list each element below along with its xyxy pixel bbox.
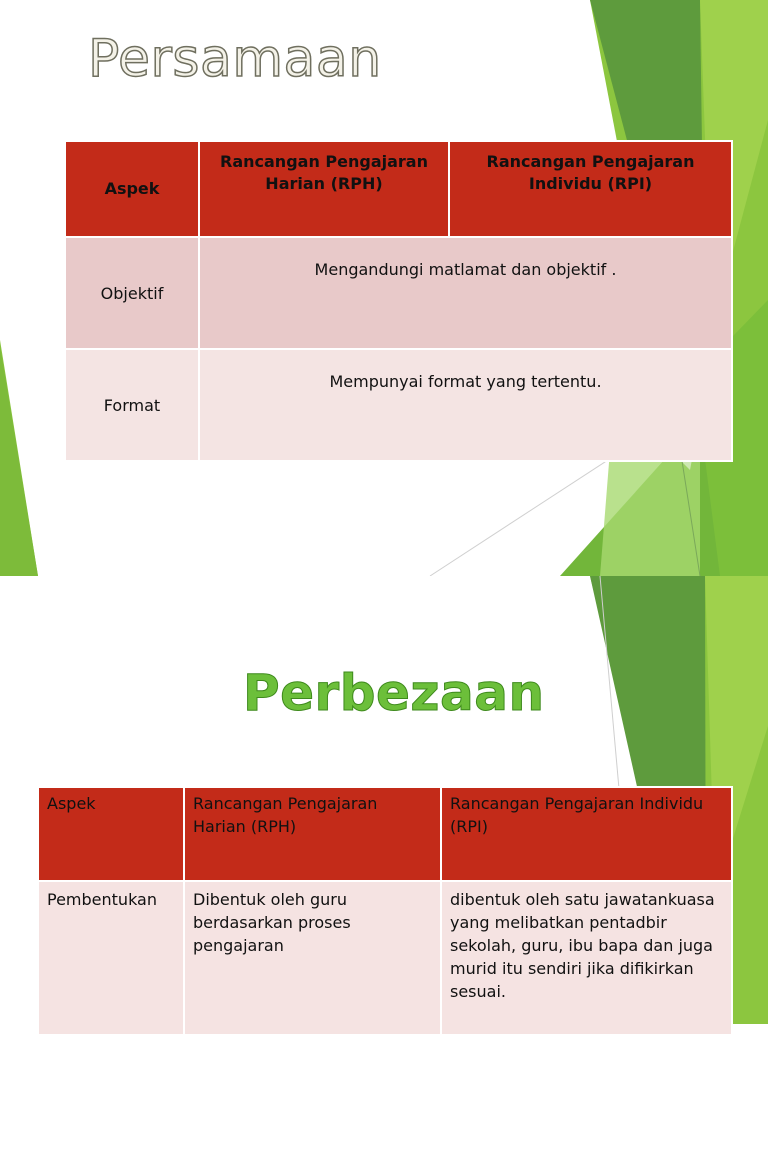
table-row — [65, 237, 732, 349]
table-row — [65, 349, 732, 461]
row-value: Mengandungi matlamat dan objektif . — [199, 237, 732, 349]
header-rph: Rancangan Pengajaran Harian (RPH) — [184, 787, 441, 881]
slide-perbezaan — [0, 576, 768, 1152]
table-header-row — [65, 141, 732, 237]
table-row — [38, 881, 732, 1035]
row-rph: Dibentuk oleh guru berdasarkan proses pengajaran — [184, 881, 441, 1035]
table-header-row — [38, 787, 732, 881]
slide-title: Persamaan — [88, 29, 382, 89]
header-aspek: Aspek — [38, 787, 184, 881]
row-rpi: dibentuk oleh satu jawatankuasa yang melibatkan pentadbir sekolah, guru, ibu bapa dan juga murid itu sendiri jika difikirkan sesuai. — [441, 881, 732, 1035]
header-aspek: Aspek — [65, 141, 199, 237]
header-rph: Rancangan Pengajaran Harian (RPH) — [199, 141, 449, 237]
comparison-table-similarities — [64, 140, 733, 462]
header-rpi: Rancangan Pengajaran Individu (RPI) — [441, 787, 732, 881]
header-rpi: Rancangan Pengajaran Individu (RPI) — [449, 141, 732, 237]
row-value: Mempunyai format yang tertentu. — [199, 349, 732, 461]
slide-title: Perbezaan — [243, 664, 545, 722]
row-aspect: Pembentukan — [38, 881, 184, 1035]
row-aspect: Format — [65, 349, 199, 461]
comparison-table-differences — [37, 786, 733, 1036]
row-aspect: Objektif — [65, 237, 199, 349]
